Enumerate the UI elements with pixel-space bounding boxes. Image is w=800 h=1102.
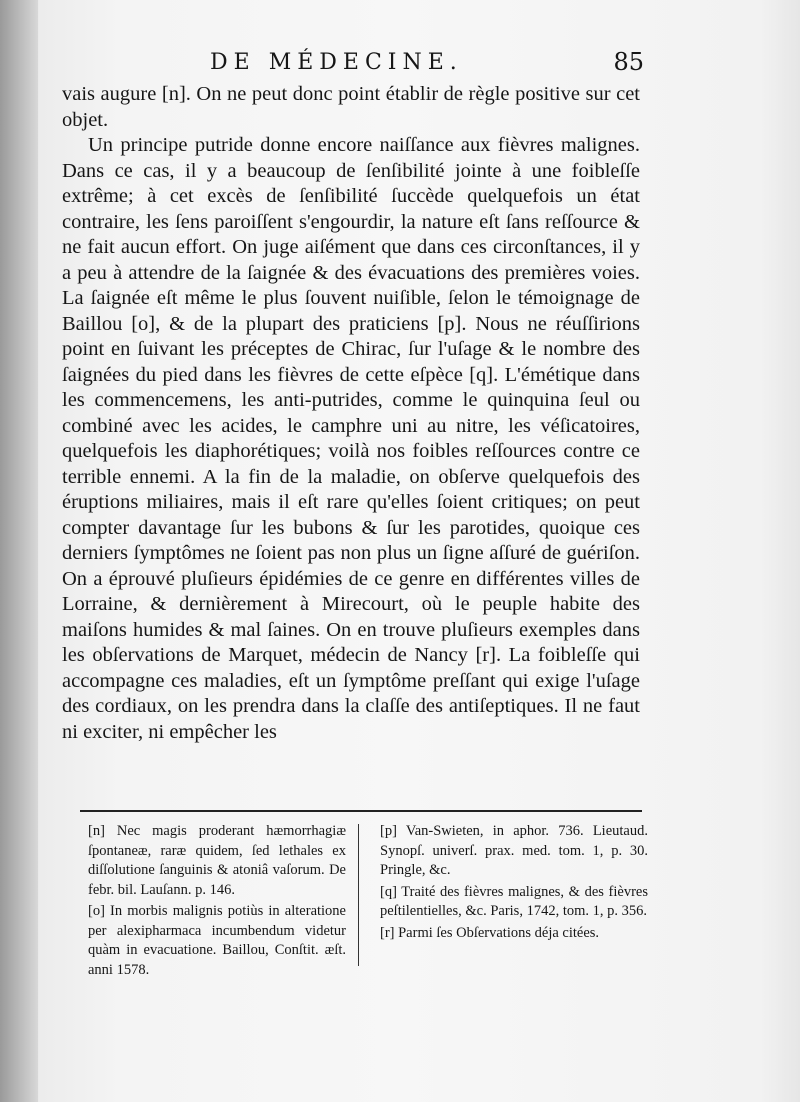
- paragraph-continuation: vais augure [n]. On ne peut donc point établir de règle positive sur cet objet.: [62, 83, 640, 131]
- running-title: DE MÉDECINE.: [210, 50, 463, 75]
- footnote-separator-rule: [80, 810, 642, 812]
- footnotes-right-column: [380, 822, 648, 943]
- page-header: [80, 50, 644, 86]
- paragraph: Un principe putride donne encore naiſſance aux fièvres malignes. Dans ce cas, il y a beaucoup de ſenſibilité jointe à une foibleſſe extrême; à cet excès de ſenſibilité ſuccède quelquefois un état contraire, les ſens paroiſſent s'engourdir, la nature eſt ſans reſſource & ne fait aucun effort. On juge aiſément que dans ces circonſtances, il y a peu à attendre de la ſaignée & des évacuations des premières voies. La ſaignée eſt même le plus ſouvent nuiſible, ſelon le témoignage de Baillou [o], & de la plupart des praticiens [p]. Nous ne réuſſirions point en ſuivant les préceptes de Chirac, ſur l'uſage & le nombre des ſaignées du pied dans les fièvres de cette eſpèce [q]. L'émétique dans les commencemens, les anti-putrides, comme le quinquina ſeul ou combiné avec les acides, le camphre uni au nitre, les véſicatoires, quelquefois les diaphorétiques; voilà nos foibles reſſources contre ce terrible ennemi. A la fin de la maladie, on obſerve quelquefois des éruptions miliaires, mais il eſt rare qu'elles ſoient critiques; on peut compter davantage ſur les bubons & ſur les parotides, quoique ces derniers ſymptômes ne ſoient pas non plus un ſigne aſſuré de guériſon. On a éprouvé pluſieurs épidémies de ce genre en différentes villes de Lorraine, & dernièrement à Mirecourt, où le peuple habite des maiſons humides & mal ſaines. On en trouve pluſieurs exemples dans les obſervations de Marquet, médecin de Nancy [r]. La foibleſſe qui accompagne ces maladies, eſt un ſymptôme preſſant qui exige l'uſage des cordiaux, on les prendra dans la claſſe des antiſeptiques. Il ne faut ni exciter, ni empêcher les: [62, 134, 640, 743]
- footnote-r: [r] Parmi ſes Obſervations déja citées.: [380, 924, 600, 941]
- page-number: 85: [613, 48, 644, 76]
- footnote-p: [p] Van-Swieten, in aphor. 736. Lieutaud. Synopſ. univerſ. prax. med. tom. 1, p. 30. Pringle, &c.: [380, 823, 648, 878]
- footnote-n: [n] Nec magis proderant hæmorrhagiæ ſpontaneæ, raræ quidem, ſed lethales ex diſſolutione ſanguinis & atoniâ vaſorum. De febr. bil. Lauſann. p. 146.: [88, 823, 346, 898]
- main-text: [62, 82, 640, 745]
- footnote-o: [o] In morbis malignis potiùs in alteratione per alexipharmaca incumbendum videtur quàm in evacuatione. Baillou, Conſtit. æſt. anni 1578.: [88, 903, 346, 978]
- footnote-column-divider: [358, 824, 359, 966]
- footnotes: [88, 822, 648, 978]
- footnote-q: [q] Traité des fièvres malignes, & des fièvres peſtilentielles, &c. Paris, 1742, tom. 1, p. 356.: [380, 883, 648, 919]
- page-gutter-shadow: [0, 0, 38, 1102]
- footnotes-left-column: [88, 822, 346, 980]
